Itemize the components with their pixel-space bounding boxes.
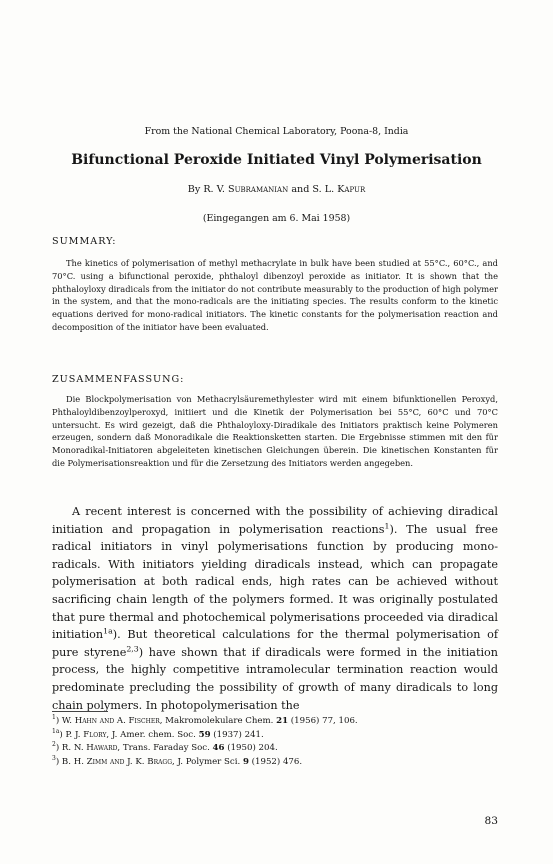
citation-1: 1 [384, 520, 390, 530]
article-title: Bifunctional Peroxide Initiated Vinyl Polymerisation [71, 152, 482, 168]
footnote-1: $^1$) W. Hahn and A. Fischer, Makromolekulare Chem. 21 (1956) 77, 106. [52, 714, 358, 726]
received-date: (Eingegangen am 6. Mai 1958) [202, 213, 351, 224]
summary-text: The kinetics of polymerisation of methyl methacrylate in bulk have been studied at 55°C., 60°C., and 70°C. using a bifunctional peroxide, phthaloyl dibenzoyl peroxide as initiator. It is shown that the phthaloyloxy diradicals from the initiator do not contribute measurably to the production of high polymer in the system, and that the mono-radicals are the initiating species. The results conform to the kinetic equations derived for mono-radical initiators. The kinetic constants for the polymerisation reaction and decomposition of the initiator have been evaluated. [52, 258, 498, 332]
body-text [52, 503, 498, 714]
author-1-surname: Subramanian [228, 184, 289, 195]
footnote-rule [52, 711, 108, 712]
author-line [0, 184, 553, 195]
citation-1a: 1a [103, 626, 113, 636]
footnote-1a: $^{1a}$) P. J. Flory, J. Amer. chem. Soc. 59 (1937) 241. [52, 727, 264, 740]
summary-abstract [52, 257, 498, 334]
author-2-initials: S. L. [312, 184, 335, 195]
summary-heading: SUMMARY: [52, 236, 117, 247]
zusammenfassung-heading: ZUSAMMENFASSUNG: [52, 374, 185, 385]
footnotes [52, 715, 358, 770]
author-2-surname: Kapur [337, 184, 366, 195]
body-paragraph-1: A recent interest is concerned with the possibility of achieving diradical initiation and propagation in polymerisation reactions$^1$). The usual free radical initiators in vinyl polymerisations function by producing mono-radicals. With initiators yielding diradicals instead, which can propagate polymerisation at both radical ends, high rates can be achieved without sacrificing chain length of the polymers formed. It was originally postulated that pure thermal and photochemical polymerisations proceeded via diradical initiation$^{1a}$). But theoretical calculations for the thermal polymerisation of pure styrene$^{2,3}$) have shown that if diradicals were formed in the initiation process, the highly competitive intramolecular termination reaction would predominate precluding the possibility of growth of many diradicals to long chain polymers. In photopolymerisation the [52, 505, 498, 712]
author-and: and [291, 184, 310, 195]
page-number: 83 [484, 815, 498, 827]
citation-2-3: 2,3 [126, 644, 139, 654]
affiliation: From the National Chemical Laboratory, Poona-8, India [144, 126, 409, 137]
author-1-initials: R. V. [203, 184, 225, 195]
zusammenfassung-abstract [52, 393, 498, 470]
footnote-2: $^2$) R. N. Haward, Trans. Faraday Soc. 46 (1950) 204. [52, 741, 278, 754]
zusammenfassung-text: Die Blockpolymerisation von Methacrylsäuremethylester wird mit einem bifunktionellen Peroxyd, Phthaloyldibenzoylperoxyd, initiiert und die Kinetik der Polymerisation bei 55°C, 60°C und 70°C untersucht. Es wird gezeigt, daß die Phthaloyloxy-Diradikale des Initiators praktisch keine Polymeren erzeugen, sondern daß Monoradikale die Reaktionsketten starten. Die Ergebnisse stimmen mit den für Monoradikal-Initiatoren abgeleiteten kinetischen Gleichungen überein. Die kinetischen Konstanten für die Polymerisationsreaktion und für die Zersetzung des Initiators werden angegeben. [52, 394, 498, 468]
footnote-3: $^3$) B. H. Zimm and J. K. Bragg, J. Polymer Sci. 9 (1952) 476. [52, 755, 303, 768]
author-by: By [187, 184, 201, 195]
